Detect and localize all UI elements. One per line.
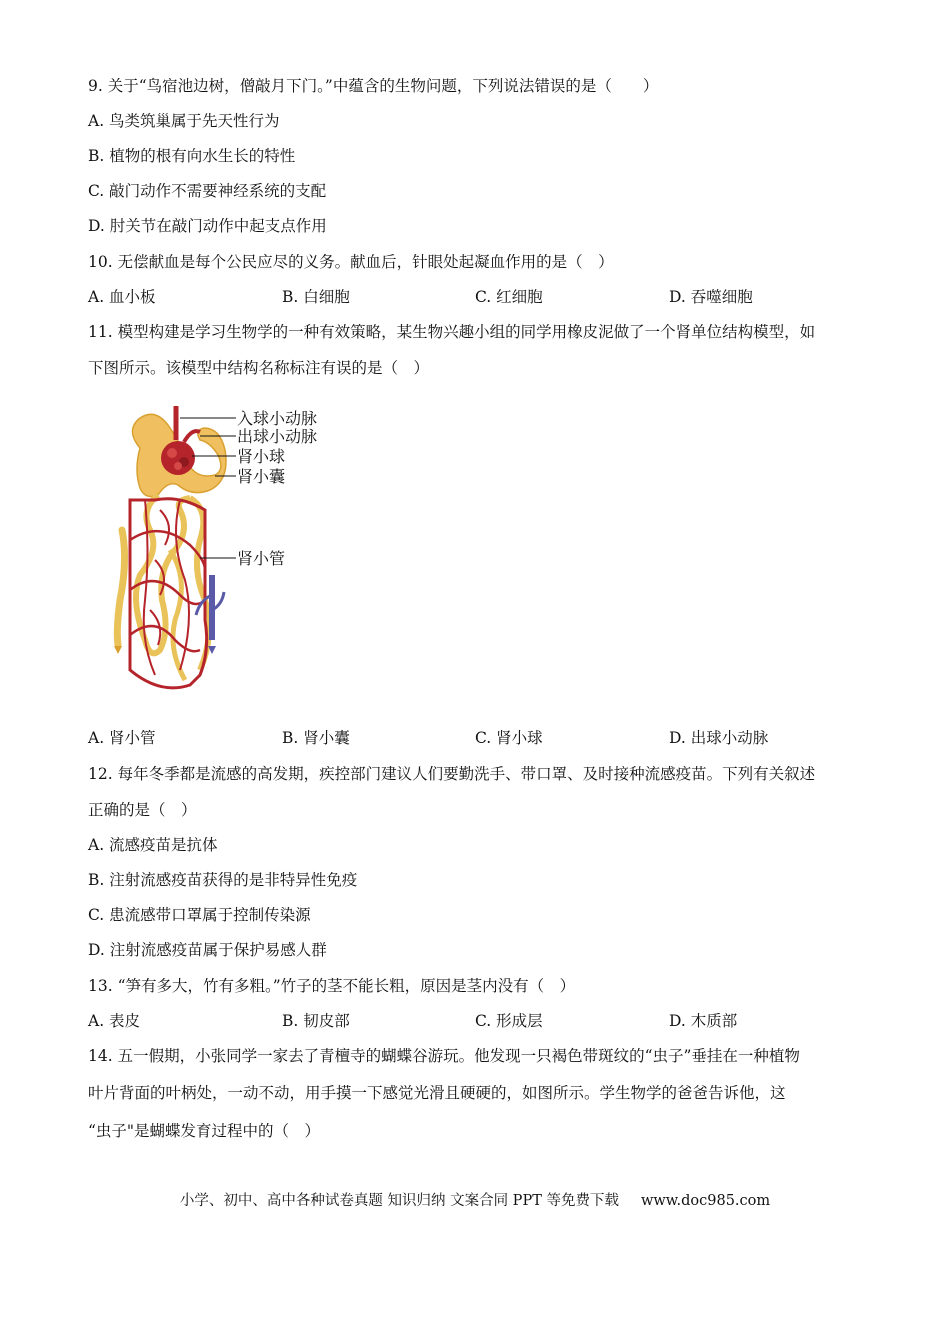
q11-option-a: A. 肾小管 (88, 729, 156, 747)
q9-option-a: A. 鸟类筑巢属于先天性行为 (88, 112, 280, 130)
q10-option-b: B. 白细胞 (282, 288, 350, 306)
q14-stem-line2: 叶片背面的叶柄处，一动不动，用手摸一下感觉光滑且硬硬的，如图所示。学生物学的爸爸告诉他，这 (88, 1084, 786, 1102)
q12-stem-line2: 正确的是（ ） (88, 801, 197, 819)
q11-stem-line1: 11. 模型构建是学习生物学的一种有效策略，某生物兴趣小组的同学用橡皮泥做了一个肾单位结构模型，如 (88, 323, 816, 341)
label-glomerulus: 肾小球 (237, 447, 286, 466)
q10-option-c: C. 红细胞 (475, 288, 543, 306)
q9-option-b: B. 植物的根有向水生长的特性 (88, 147, 296, 165)
page-footer (0, 1191, 950, 1211)
q13-option-c: C. 形成层 (475, 1012, 543, 1030)
nephron-model-figure (100, 400, 340, 696)
q10-stem: 10. 无偿献血是每个公民应尽的义务。献血后，针眼处起凝血作用的是（ ） (88, 253, 614, 271)
q13-stem: 13. “笋有多大，竹有多粗。”竹子的茎不能长粗，原因是茎内没有（ ） (88, 977, 576, 995)
label-renal-tubule: 肾小管 (237, 549, 286, 568)
label-renal-capsule: 肾小囊 (237, 467, 286, 486)
q12-option-d: D. 注射流感疫苗属于保护易感人群 (88, 941, 327, 959)
q9-stem: 9. 关于“鸟宿池边树，僧敲月下门。”中蕴含的生物问题，下列说法错误的是（ ） (88, 77, 659, 95)
q11-option-d: D. 出球小动脉 (669, 729, 769, 747)
footer-site-link[interactable]: www.doc985.com (640, 1193, 771, 1209)
q9-option-c: C. 敲门动作不需要神经系统的支配 (88, 182, 327, 200)
q13-option-b: B. 韧皮部 (282, 1012, 350, 1030)
q11-option-b: B. 肾小囊 (282, 729, 350, 747)
label-efferent-arteriole: 出球小动脉 (237, 427, 318, 446)
q13-option-a: A. 表皮 (88, 1012, 141, 1030)
q11-stem-line2: 下图所示。该模型中结构名称标注有误的是（ ） (88, 359, 430, 377)
q14-stem-line1: 14. 五一假期，小张同学一家去了青檀寺的蝴蝶谷游玩。他发现一只褐色带斑纹的“虫子”垂挂在一种植物 (88, 1047, 800, 1065)
q11-option-c: C. 肾小球 (475, 729, 543, 747)
q14-stem-line3: “虫子"是蝴蝶发育过程中的（ ） (88, 1122, 321, 1140)
q9-option-d: D. 肘关节在敲门动作中起支点作用 (88, 217, 327, 235)
q13-option-d: D. 木质部 (669, 1012, 738, 1030)
label-afferent-arteriole: 入球小动脉 (237, 409, 318, 428)
collecting-duct-shape (117, 530, 124, 645)
q12-option-c: C. 患流感带口罩属于控制传染源 (88, 906, 311, 924)
q12-option-a: A. 流感疫苗是抗体 (88, 836, 218, 854)
q12-stem-line1: 12. 每年冬季都是流感的高发期，疾控部门建议人们要勤洗手、带口罩、及时接种流感疫苗。下列有关叙述 (88, 765, 816, 783)
q10-option-d: D. 吞噬细胞 (669, 288, 753, 306)
footer-text: 小学、初中、高中各种试卷真题 知识归纳 文案合同 PPT 等免费下载 (179, 1193, 619, 1209)
q12-option-b: B. 注射流感疫苗获得的是非特异性免疫 (88, 871, 358, 889)
q10-option-a: A. 血小板 (88, 288, 156, 306)
